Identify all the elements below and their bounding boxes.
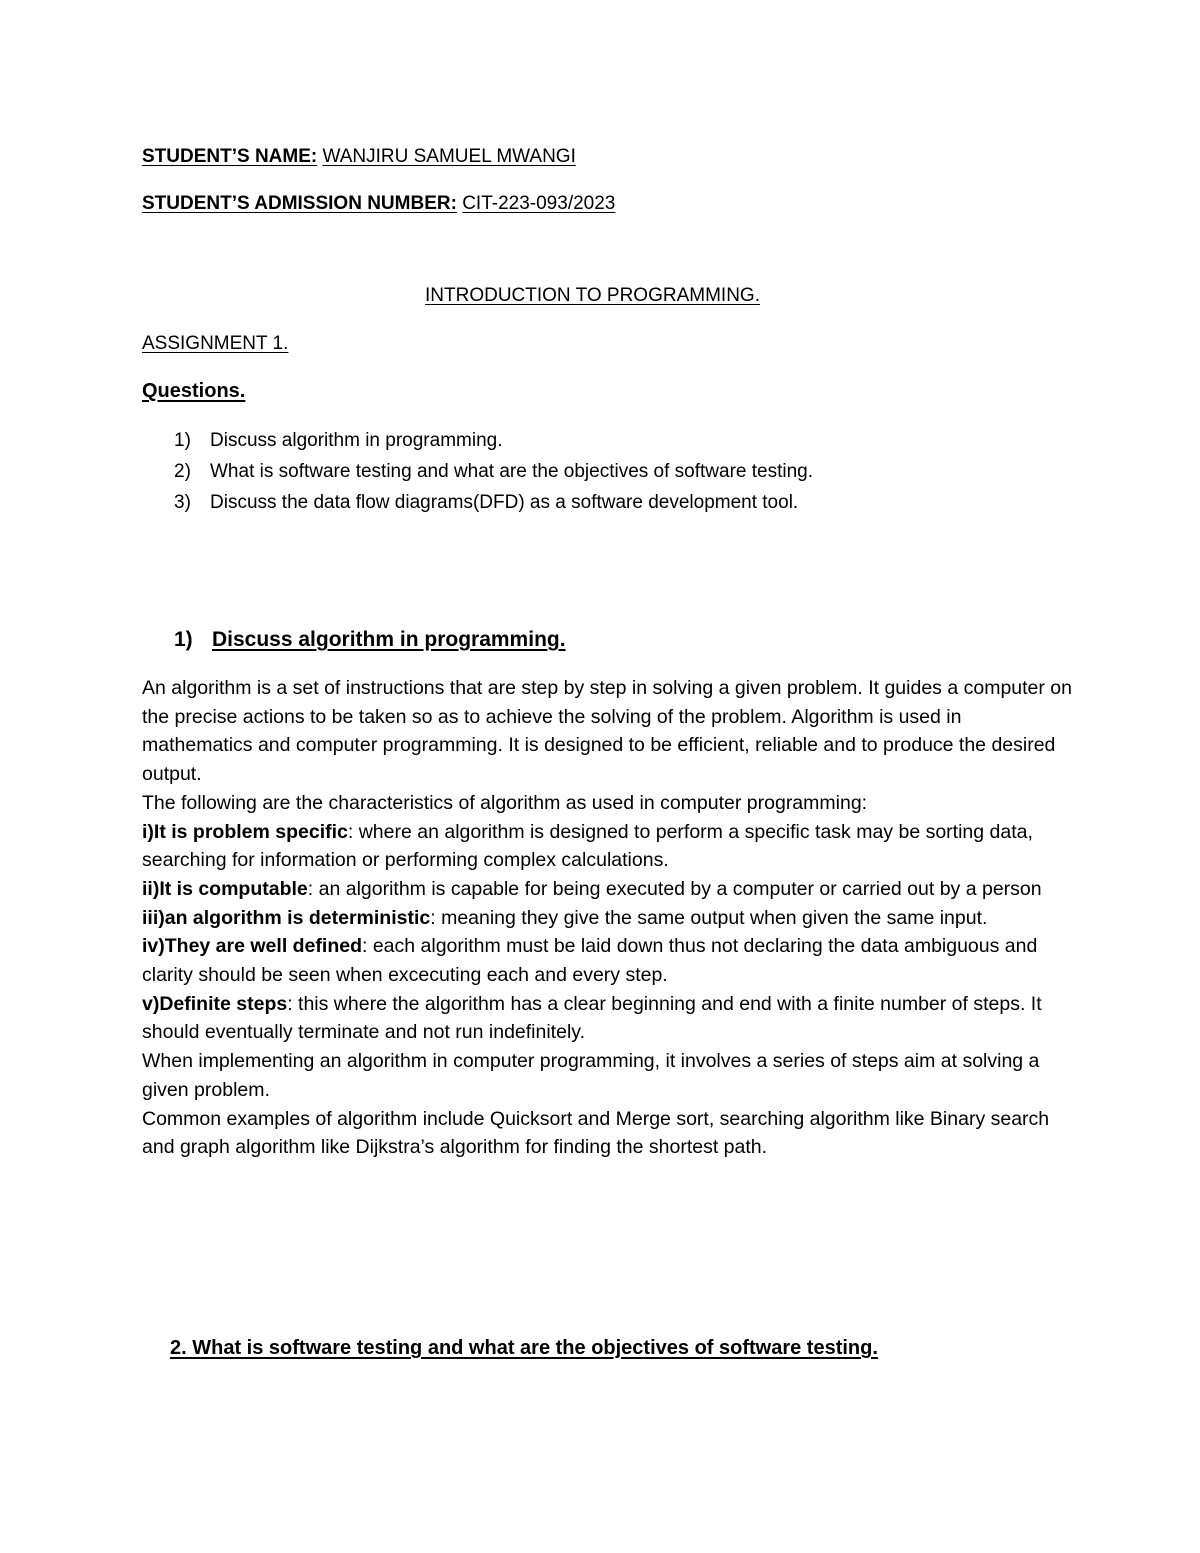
student-name-value: WANJIRU SAMUEL MWANGI — [322, 146, 576, 167]
examples-paragraph: Common examples of algorithm include Quicksort and Merge sort, searching algorithm like Binary search and graph algorithm like Dijkstra’s algorithm for finding the shortest path. — [142, 1107, 1050, 1159]
section2-heading: 2. What is software testing and what are the objectives of software testing. — [170, 1337, 878, 1359]
course-title: INTRODUCTION TO PROGRAMMING. — [425, 285, 760, 306]
student-name-label: STUDENT’S NAME: — [142, 146, 318, 167]
characteristic-item: v)Definite steps: this where the algorithm has a clear beginning and end with a finite number of steps. It should eventually terminate and not run indefinitely. — [142, 992, 1042, 1044]
student-name-row — [142, 145, 576, 169]
admission-number-label: STUDENT’S ADMISSION NUMBER: — [142, 193, 457, 214]
implementation-paragraph: When implementing an algorithm in computer programming, it involves a series of steps aim at solving a given problem. — [142, 1050, 1040, 1101]
admission-number-value: CIT-223-093/2023 — [462, 193, 616, 214]
list-item: 2) What is software testing and what are the objectives of software testing. — [174, 461, 814, 482]
admission-number-row — [142, 192, 615, 216]
characteristic-item: i)It is problem specific: where an algorithm is designed to perform a specific task may be sorting data, searching for information or performing complex calculations. — [142, 820, 1033, 872]
list-item: 3) Discuss the data flow diagrams(DFD) as a software development tool. — [174, 492, 799, 513]
characteristic-item: iii)an algorithm is deterministic: meaning they give the same output when given the same input. — [142, 906, 988, 929]
section1-heading: 1) Discuss algorithm in programming. — [174, 628, 566, 651]
characteristic-item: iv)They are well defined: each algorithm must be laid down thus not declaring the data ambiguous and clarity should be seen when excecuting each and every step. — [142, 935, 1038, 987]
questions-list — [174, 425, 813, 518]
characteristics-intro: The following are the characteristics of algorithm as used in computer programming: — [142, 791, 868, 814]
section1-body — [142, 674, 1072, 1162]
characteristic-item: ii)It is computable: an algorithm is capable for being executed by a computer or carried out by a person — [142, 877, 1042, 900]
list-item: 1) Discuss algorithm in programming. — [174, 430, 503, 451]
questions-heading: Questions. — [142, 380, 246, 402]
assignment-title: ASSIGNMENT 1. — [142, 333, 289, 354]
algorithm-intro-paragraph: An algorithm is a set of instructions that are step by step in solving a given problem. It guides a computer on the precise actions to be taken so as to achieve the solving of the problem. Algorithm is used in mathematics and computer programming. It is designed to be efficient, reliable and to produce the desired output. — [142, 677, 1072, 786]
